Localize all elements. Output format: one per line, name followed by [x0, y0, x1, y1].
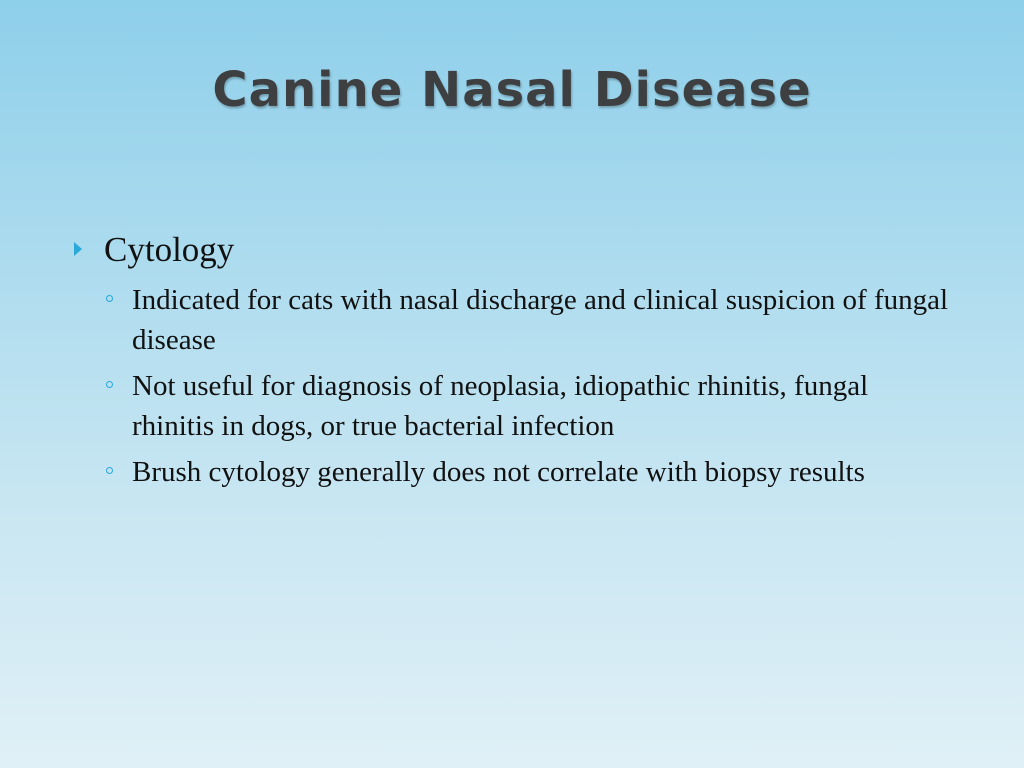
slide-title: Canine Nasal Disease	[212, 62, 812, 118]
bullet-level1	[74, 228, 954, 272]
bullet-text-cytology: Cytology	[104, 230, 235, 269]
sub-bullet-text: Not useful for diagnosis of neoplasia, idiopathic rhinitis, fungal rhinitis in dogs, or true bacterial infection	[132, 370, 869, 442]
sub-bullet-item	[74, 366, 954, 446]
sub-bullet-list	[74, 280, 954, 492]
sub-bullet-item	[74, 452, 954, 492]
circle-bullet-icon	[106, 381, 113, 388]
triangle-bullet-icon	[74, 242, 82, 256]
slide-content	[74, 228, 954, 498]
sub-bullet-item	[74, 280, 954, 360]
sub-bullet-text: Brush cytology generally does not correlate with biopsy results	[132, 456, 865, 488]
sub-bullet-text: Indicated for cats with nasal discharge and clinical suspicion of fungal disease	[132, 284, 949, 356]
circle-bullet-icon	[106, 467, 113, 474]
circle-bullet-icon	[106, 295, 113, 302]
